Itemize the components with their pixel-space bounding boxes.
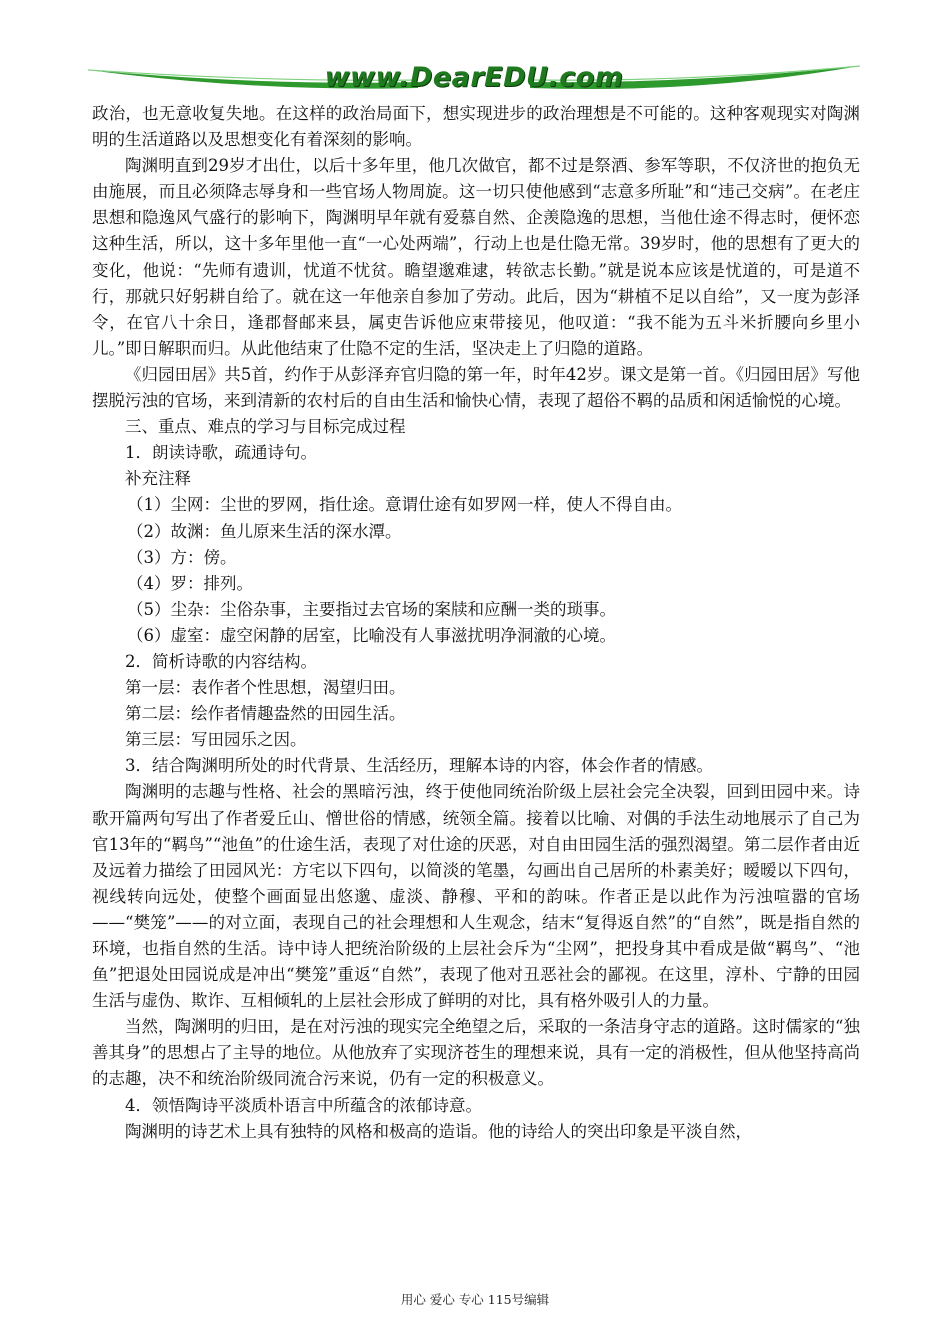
paragraph: 陶渊明的诗艺术上具有独特的风格和极高的造诣。他的诗给人的突出印象是平淡自然， <box>125 1121 752 1141</box>
paragraph: 《归园田居》共5首，约作于从彭泽弃官归隐的第一年，时年42岁。课文是第一首。《归园田居》写他摆脱污浊的官场，来到清新的农村后的自由生活和愉快心情，表现了超俗不羁的品质和闲适愉悦的心境。 <box>92 364 860 411</box>
site-header <box>88 58 860 98</box>
paragraph: 政治，也无意收复失地。在这样的政治局面下，想实现进步的政治理想是不可能的。这种客观现实对陶渊明的生活道路以及思想变化有着深刻的影响。 <box>92 104 860 150</box>
paragraph: 第二层：绘作者情趣盎然的田园生活。 <box>125 704 406 724</box>
document-body <box>92 101 860 1145</box>
paragraph: 2．简析诗歌的内容结构。 <box>125 651 317 671</box>
paragraph: （2）故渊：鱼儿原来生活的深水潭。 <box>127 521 402 541</box>
page-footer: 用心 爱心 专心 115号编辑 <box>400 1292 550 1307</box>
paragraph: 陶渊明直到29岁才出仕，以后十多年里，他几次做官，都不过是祭酒、参军等职，不仅济世的抱负无由施展，而且必须降志辱身和一些官场人物周旋。这一切只使他感到“志意多所耻”和“违己交病”。在老庄思想和隐逸风气盛行的影响下，陶渊明早年就有爱慕自然、企羡隐逸的思想，当他仕途不得志时，便怀恋这种生活，所以，这十多年里他一直“一心处两端”，行动上也是仕隐无常。39岁时，他的思想有了更大的变化，他说：“先师有遗训，忧道不忧贫。瞻望邈难逮，转欲志长勤。”就是说本应该是忧道的，可是道不行，那就只好躬耕自给了。就在这一年他亲自参加了劳动。此后，因为“耕植不足以自给”，又一度为彭泽令，在官八十余日，逢郡督邮来县，属吏告诉他应束带接见，他叹道：“我不能为五斗米折腰向乡里小儿。”即日解职而归。从此他结束了仕隐不定的生活，坚决走上了归隐的道路。 <box>92 156 860 358</box>
paragraph: 补充注释 <box>125 469 191 489</box>
paragraph: 3．结合陶渊明所处的时代背景、生活经历，理解本诗的内容，体会作者的情感。 <box>125 756 713 776</box>
paragraph: （5）尘杂：尘俗杂事，主要指过去官场的案牍和应酬一类的琐事。 <box>127 599 616 619</box>
paragraph: （4）罗：排列。 <box>127 573 253 593</box>
paragraph: 陶渊明的志趣与性格、社会的黑暗污浊，终于使他同统治阶级上层社会完全决裂，回到田园中来。诗歌开篇两句写出了作者爱丘山、憎世俗的情感，统领全篇。接着以比喻、对偶的手法生动地展示了自己为官13年的“羁鸟”“池鱼”的仕途生活，表现了对仕途的厌恶，对自由田园生活的强烈渴望。第二层作者由近及远着力描绘了田园风光：方宅以下四句，以简淡的笔墨，勾画出自己居所的朴素美好；暧暧以下四句，视线转向远处，使整个画面显出悠邈、虚淡、静穆、平和的韵味。作者正是以此作为污浊喧嚣的官场——“樊笼”——的对立面，表现自己的社会理想和人生观念，结末“复得返自然”的“自然”，既是指自然的环境，也指自然的生活。诗中诗人把统治阶级的上层社会斥为“尘网”，把投身其中看成是做“羁鸟”、“池鱼”把退处田园说成是冲出“樊笼”重返“自然”，表现了他对丑恶社会的鄙视。在这里，淳朴、宁静的田园生活与虚伪、欺诈、互相倾轧的上层社会形成了鲜明的对比，具有格外吸引人的力量。 <box>92 782 860 1011</box>
site-logo[interactable]: www.DearEDU.com <box>324 62 624 93</box>
paragraph: 当然，陶渊明的归田，是在对污浊的现实完全绝望之后，采取的一条洁身守志的道路。这时儒家的“独善其身”的思想占了主导的地位。从他放弃了实现济苍生的理想来说，具有一定的消极性，但从他坚持高尚的志趣，决不和统治阶级同流合污来说，仍有一定的积极意义。 <box>92 1017 860 1089</box>
paragraph: 1．朗读诗歌，疏通诗句。 <box>125 443 317 463</box>
paragraph: 4．领悟陶诗平淡质朴语言中所蕴含的浓郁诗意。 <box>125 1095 482 1115</box>
paragraph: 第三层：写田园乐之因。 <box>125 730 307 750</box>
paragraph: （3）方：傍。 <box>127 547 237 567</box>
paragraph: 三、重点、难点的学习与目标完成过程 <box>125 417 406 437</box>
paragraph: 第一层：表作者个性思想，渴望归田。 <box>125 678 406 698</box>
paragraph: （6）虚室：虚空闲静的居室，比喻没有人事滋扰明净洞澈的心境。 <box>127 625 616 645</box>
paragraph: （1）尘网：尘世的罗网，指仕途。意谓仕途有如罗网一样，使人不得自由。 <box>127 495 682 515</box>
